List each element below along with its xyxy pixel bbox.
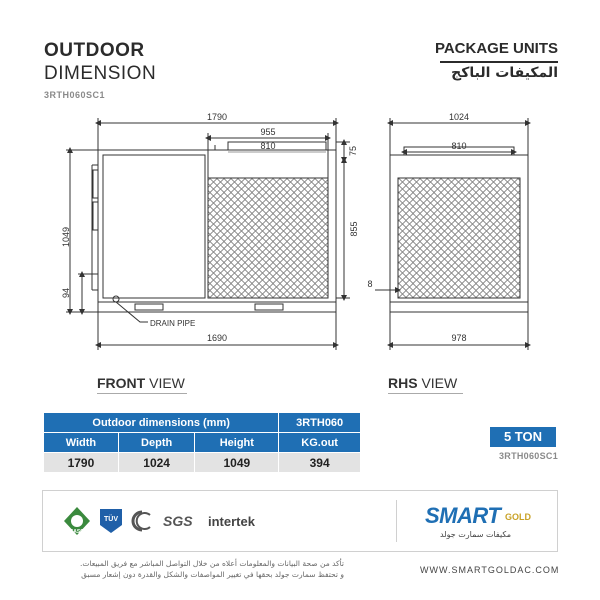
dim-overall-width: 1790 <box>206 112 228 122</box>
model-code: 3RTH060SC1 <box>44 90 106 100</box>
category-title-arabic: المكيفات الباكج <box>451 65 558 81</box>
rhs-view-label: RHS VIEW <box>388 375 458 391</box>
category-title: PACKAGE UNITS <box>434 40 558 57</box>
table-model-header: 3RTH060 <box>279 413 361 433</box>
drain-pipe-label: DRAIN PIPE <box>150 319 196 328</box>
rhs-coil-mesh <box>398 178 520 298</box>
page-title-line1: OUTDOOR <box>44 40 145 61</box>
dim-coil-width: 955 <box>260 127 276 137</box>
col-height: Height <box>195 433 279 453</box>
dim-top-height: 75 <box>348 145 358 157</box>
col-depth: Depth <box>118 433 195 453</box>
page-title-line2: DIMENSION <box>44 63 157 84</box>
rhs-view-underline <box>388 393 463 394</box>
sgs-logo: SGS <box>163 513 193 529</box>
disclaimer-line1: تأكد من صحة البيانات والمعلومات أعلاه من خلال التواصل المباشر مع فريق المبيعات. <box>80 559 344 568</box>
saso-text: SASO <box>69 529 85 535</box>
rhs-base <box>390 302 528 312</box>
rhs-view-drawing <box>375 118 528 350</box>
brand-arabic-name: مكيفات سمارت جولد <box>440 530 512 539</box>
front-view-drawing <box>66 118 350 350</box>
dim-coil-height: 855 <box>349 221 359 237</box>
intertek-logo: intertek <box>208 514 255 529</box>
front-fan-hood <box>228 142 326 150</box>
brand-logo-smart: SMART <box>425 503 501 528</box>
tuv-text: TÜV <box>104 516 118 523</box>
value-width: 1790 <box>44 453 119 473</box>
rhs-dim-overall-depth: 1024 <box>448 112 470 122</box>
dim-base-height: 94 <box>61 287 71 299</box>
col-weight: KG.out <box>279 433 361 453</box>
table-group-header: Outdoor dimensions (mm) <box>44 413 279 433</box>
dim-total-height: 1049 <box>61 226 71 248</box>
front-coil-mesh <box>208 178 328 298</box>
dim-fan-width: 810 <box>260 141 276 151</box>
ce-logo-icon <box>130 509 154 533</box>
logo-divider <box>396 500 397 542</box>
capacity-model: 3RTH060SC1 <box>498 451 558 461</box>
disclaimer-line2: و تحتفظ سمارت جولد بحقها في تغيير المواصفات والشكل والقدرة دون إشعار مسبق <box>81 570 344 579</box>
rhs-dim-base-depth: 978 <box>451 333 467 343</box>
dim-base-length: 1690 <box>206 333 228 343</box>
disclaimer <box>44 558 344 580</box>
value-height: 1049 <box>195 453 279 473</box>
col-width: Width <box>44 433 119 453</box>
dimensions-table <box>43 412 361 473</box>
rhs-dim-fan-width: 810 <box>451 141 467 151</box>
front-view-label: FRONT VIEW <box>97 375 185 391</box>
front-view-underline <box>97 393 187 394</box>
front-base <box>98 302 336 312</box>
brand-logo-gold: GOLD <box>505 512 531 522</box>
capacity-badge: 5 TON <box>490 427 556 447</box>
saso-logo-icon <box>62 505 92 537</box>
value-weight: 394 <box>279 453 361 473</box>
value-depth: 1024 <box>118 453 195 473</box>
rhs-dim-offset: 8 <box>367 279 373 289</box>
tuv-logo-icon <box>98 507 124 535</box>
website-link[interactable]: WWW.SMARTGOLDAC.COM <box>420 565 560 575</box>
